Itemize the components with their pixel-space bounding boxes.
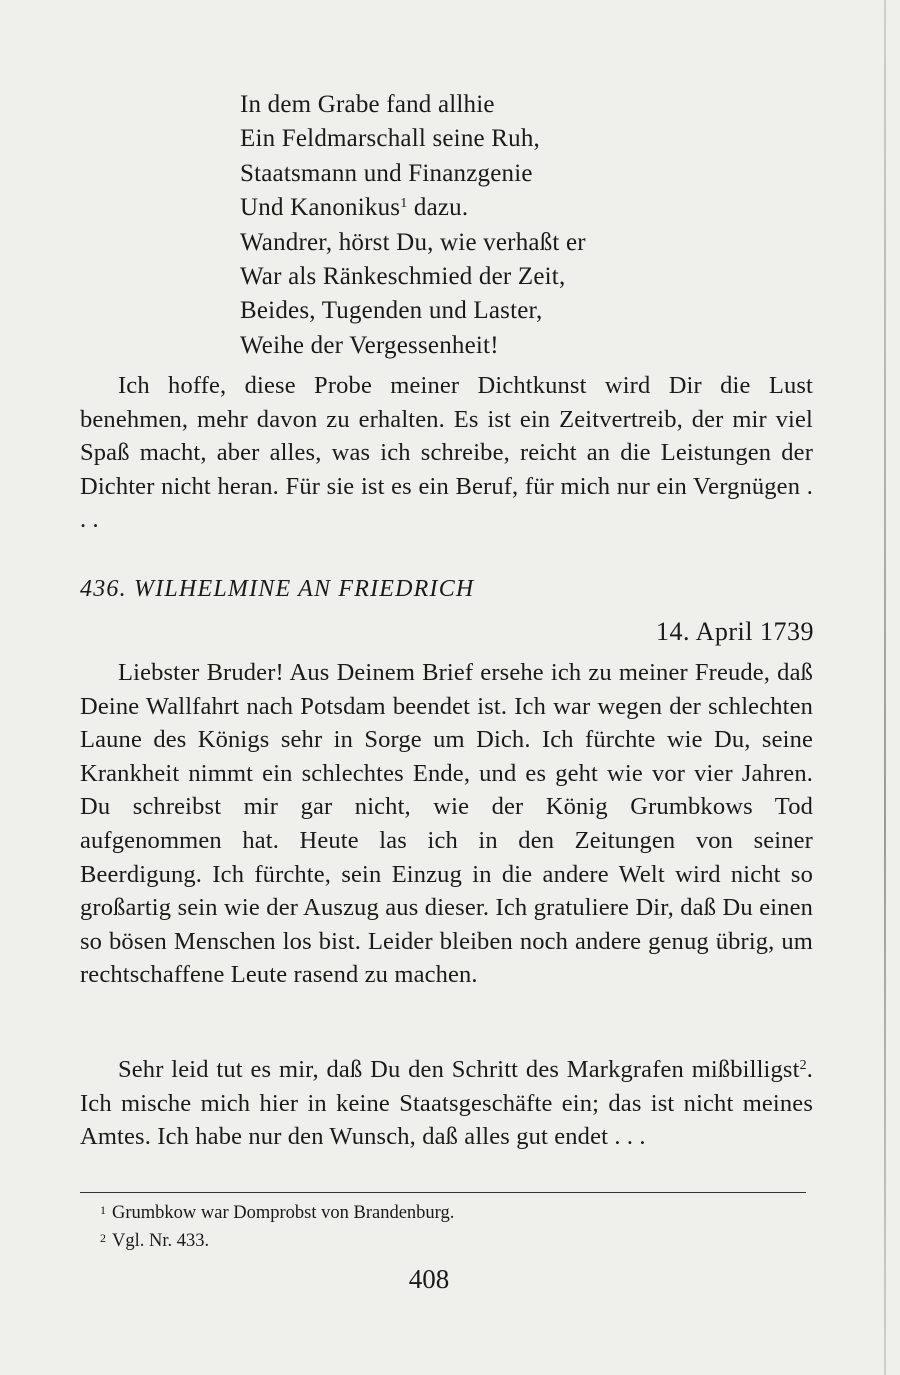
page-number: 408 <box>408 1264 450 1294</box>
letter-date: 14. April 1739 <box>656 617 814 646</box>
paragraph-markgraf <box>80 1053 813 1154</box>
poem-line: Beides, Tugenden und Laster, <box>240 297 543 325</box>
footnote-divider <box>80 1192 806 1193</box>
footnote-text: Grumbkow war Domprobst von Brandenburg. <box>112 1203 455 1223</box>
footnote <box>100 1198 454 1226</box>
footnote <box>100 1226 454 1254</box>
poem-line-tail: dazu. <box>407 194 469 222</box>
footnote-text: Vgl. Nr. 433. <box>112 1231 210 1251</box>
poem-line-text: Und Kanonikus <box>240 194 401 222</box>
poem-line: In dem Grabe fand allhie <box>240 91 495 118</box>
footnote-number: 1 <box>100 1203 106 1217</box>
footnote-number: 2 <box>100 1231 106 1245</box>
footnote-ref: 2 <box>799 1058 807 1073</box>
poem-line: Ein Feldmarschall seine Ruh, <box>240 125 540 153</box>
letter-heading: 436. WILHELMINE AN FRIEDRICH <box>80 576 475 602</box>
paragraph-text: . Ich mische mich hier in keine Staatsgeschäfte ein; das ist nicht meines Amtes. Ich habe nur den Wunsch, daß alles gut endet . . . <box>80 1056 813 1151</box>
paragraph-text: Sehr leid tut es mir, daß Du den Schritt des Markgrafen mißbilligst <box>118 1056 800 1083</box>
poem-line: Staatsmann und Finanzgenie <box>240 159 533 187</box>
paragraph-dichtkunst: Ich hoffe, diese Probe meiner Dichtkunst wird Dir die Lust benehmen, mehr davon zu erhalten. Es ist ein Zeitvertreib, der mir viel Spaß macht, aber alles, was ich schreibe, reicht an die Leistungen der Dichter nicht heran. Für sie ist es ein Beruf, für mich nur ein Vergnügen . . . <box>80 372 813 534</box>
footnotes <box>100 1198 454 1254</box>
paragraph-letter-body: Liebster Bruder! Aus Deinem Brief ersehe ich zu meiner Freude, daß Deine Wallfahrt nach Potsdam beendet ist. Ich war wegen der schlechten Laune des Königs sehr in Sorge um Dich. Ich fürchte wie Du, seine Krankheit nimmt ein schlechtes Ende, und es geht wie vor vier Jahren. Du schreibst mir gar nicht, wie der König Grumbkows Tod aufgenommen hat. Heute las ich in den Zeitungen von seiner Beerdigung. Ich fürchte, sein Einzug in die andere Welt wird nicht so großartig sein wie der Auszug aus dieser. Ich gratuliere Dir, daß Du einen so bösen Menschen los bist. Leider bleiben noch andere genug übrig, um rechtschaffene Leute rasend zu machen. <box>80 659 813 989</box>
poem-line <box>240 191 720 225</box>
footnote-ref: 1 <box>400 196 408 212</box>
poem-line: War als Ränkeschmied der Zeit, <box>240 263 566 291</box>
poem-line: Wandrer, hörst Du, wie verhaßt er <box>240 228 586 256</box>
page-edge <box>884 0 886 1375</box>
poem-line: Weihe der Vergessenheit! <box>240 331 499 359</box>
poem <box>240 88 720 363</box>
